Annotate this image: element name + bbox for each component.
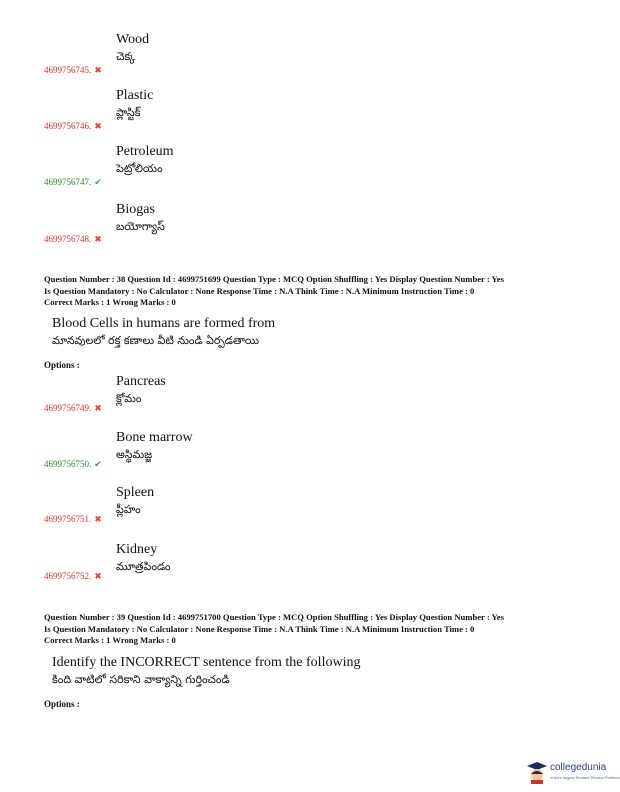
option-id: 4699756750. ✔ <box>44 459 102 469</box>
option-text-te: క్లోమం <box>116 392 142 405</box>
logo-name: collegedunia <box>550 762 607 773</box>
options-label: Options : <box>44 699 80 709</box>
option-text-te: అస్థిమజ్జ <box>116 448 153 461</box>
option-id: 4699756746. ✖ <box>44 121 102 131</box>
graduate-cap-icon <box>526 760 548 784</box>
question-meta <box>44 612 584 647</box>
wrong-mark-icon: ✖ <box>94 121 102 131</box>
wrong-mark-icon: ✖ <box>94 234 102 244</box>
wrong-mark-icon: ✖ <box>94 571 102 581</box>
option-text-te: ప్లాస్టిక్ <box>116 106 141 119</box>
option-text-en: Bone marrow <box>116 430 193 445</box>
wrong-mark-icon: ✖ <box>94 403 102 413</box>
wrong-mark-icon: ✖ <box>94 514 102 524</box>
marks-line: Correct Marks : 1 Wrong Marks : 0 <box>44 635 176 645</box>
check-mark-icon: ✔ <box>94 177 102 187</box>
question-meta <box>44 274 584 309</box>
option-text-en: Wood <box>116 32 150 47</box>
check-mark-icon: ✔ <box>94 459 102 469</box>
option-text-en: Spleen <box>116 485 155 500</box>
meta-line-1: Question Number : 39 Question Id : 4699751700 Question Type : MCQ Option Shuffling : Yes Display Question Number : Yes <box>44 612 504 622</box>
options-label: Options : <box>44 360 80 370</box>
meta-line-1: Question Number : 38 Question Id : 4699751699 Question Type : MCQ Option Shuffling : Yes Display Question Number : Yes <box>44 274 504 284</box>
option-id: 4699756752. ✖ <box>44 571 102 581</box>
option-text-te: చెక్క <box>116 50 136 63</box>
meta-line-2: Is Question Mandatory : No Calculator : None Response Time : N.A Think Time : N.A Minimum Instruction Time : 0 <box>44 285 475 296</box>
wrong-mark-icon: ✖ <box>94 65 102 75</box>
option-id: 4699756745. ✖ <box>44 65 102 75</box>
question-text-en: Identify the INCORRECT sentence from the following <box>52 655 361 670</box>
option-text-te: బయోగ్యాస్ <box>116 220 165 233</box>
option-text-en: Plastic <box>116 88 154 103</box>
question-text-en: Blood Cells in humans are formed from <box>52 316 276 331</box>
option-text-en: Petroleum <box>116 144 174 159</box>
marks-line: Correct Marks : 1 Wrong Marks : 0 <box>44 297 176 307</box>
option-text-en: Pancreas <box>116 374 166 389</box>
option-text-te: మూత్రపిండం <box>116 560 171 573</box>
option-text-en: Biogas <box>116 202 155 217</box>
option-id: 4699756747. ✔ <box>44 177 102 187</box>
option-id: 4699756751. ✖ <box>44 514 102 524</box>
option-id: 4699756748. ✖ <box>44 234 102 244</box>
meta-line-2: Is Question Mandatory : No Calculator : None Response Time : N.A Think Time : N.A Minimum Instruction Time : 0 <box>44 623 475 634</box>
option-text-en: Kidney <box>116 542 158 557</box>
option-text-te: ప్లీహం <box>116 503 141 516</box>
option-text-te: పెట్రోలియం <box>116 162 163 175</box>
logo-tagline: India's largest Student Review Platform <box>550 775 620 780</box>
question-text-te: కింది వాటిలో సరికాని వాక్యాన్ని గుర్తించండి <box>52 673 230 686</box>
collegedunia-logo <box>526 760 620 788</box>
option-id: 4699756749. ✖ <box>44 403 102 413</box>
question-text-te: మానవులలో రక్త కణాలు వీటి నుండి ఏర్పడతాయి <box>52 334 260 347</box>
